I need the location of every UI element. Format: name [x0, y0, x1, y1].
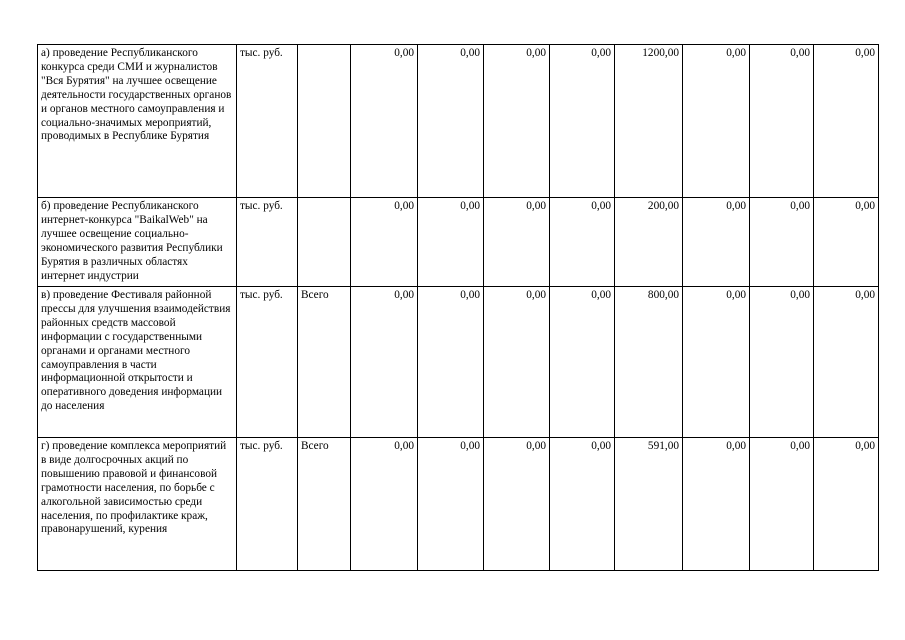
row-value: 0,00: [351, 438, 418, 571]
row-value: 0,00: [550, 438, 615, 571]
row-value: 0,00: [683, 287, 750, 438]
row-value: 0,00: [750, 438, 814, 571]
row-value: 0,00: [484, 45, 550, 198]
row-value: 0,00: [683, 198, 750, 287]
row-value: 0,00: [814, 287, 879, 438]
row-value: 0,00: [418, 438, 484, 571]
row-description: г) проведение комплекса мероприятий в виде долгосрочных акций по повышению правовой и финансовой грамотности населения, по борьбе с алкогольной зависимостью среди населения, по профилактике краж, правонарушений, курения: [38, 438, 237, 571]
row-value: 0,00: [351, 45, 418, 198]
row-value: 0,00: [484, 287, 550, 438]
row-value: 800,00: [615, 287, 683, 438]
row-description: в) проведение Фестиваля районной прессы для улучшения взаимодействия районных средств массовой информации с государственными органами и органами местного самоуправления в части информационной открытости и оперативного доведения информации до населения: [38, 287, 237, 438]
row-value: 0,00: [418, 45, 484, 198]
row-value: 0,00: [814, 198, 879, 287]
row-value: 0,00: [418, 198, 484, 287]
row-value: 0,00: [683, 438, 750, 571]
row-value: 0,00: [683, 45, 750, 198]
row-unit: тыс. руб.: [237, 287, 298, 438]
row-value: 1200,00: [615, 45, 683, 198]
table-row: [38, 287, 879, 438]
row-source: Всего: [298, 287, 351, 438]
row-value: 591,00: [615, 438, 683, 571]
row-value: 0,00: [750, 287, 814, 438]
table-row: [38, 198, 879, 287]
row-value: 0,00: [814, 45, 879, 198]
row-source: [298, 198, 351, 287]
table-row: [38, 438, 879, 571]
row-source: [298, 45, 351, 198]
row-description: б) проведение Республиканского интернет-конкурса "BaikalWeb" на лучшее освещение социально-экономического развития Республики Бурятия в различных областях интернет индустрии: [38, 198, 237, 287]
row-value: 0,00: [550, 45, 615, 198]
table-row: [38, 45, 879, 198]
row-value: 0,00: [418, 287, 484, 438]
row-source: Всего: [298, 438, 351, 571]
row-value: 0,00: [750, 45, 814, 198]
row-value: 0,00: [550, 287, 615, 438]
row-value: 0,00: [550, 198, 615, 287]
row-value: 0,00: [484, 198, 550, 287]
row-value: 0,00: [750, 198, 814, 287]
row-value: 0,00: [351, 287, 418, 438]
row-unit: тыс. руб.: [237, 438, 298, 571]
row-description: а) проведение Республиканского конкурса среди СМИ и журналистов "Вся Бурятия" на лучшее освещение деятельности государственных органов и органов местного самоуправления и социально-значимых мероприятий, проводимых в Республике Бурятия: [38, 45, 237, 198]
row-unit: тыс. руб.: [237, 198, 298, 287]
row-value: 200,00: [615, 198, 683, 287]
document-page: [37, 44, 878, 571]
budget-table: [37, 44, 879, 571]
row-unit: тыс. руб.: [237, 45, 298, 198]
row-value: 0,00: [484, 438, 550, 571]
row-value: 0,00: [814, 438, 879, 571]
row-value: 0,00: [351, 198, 418, 287]
